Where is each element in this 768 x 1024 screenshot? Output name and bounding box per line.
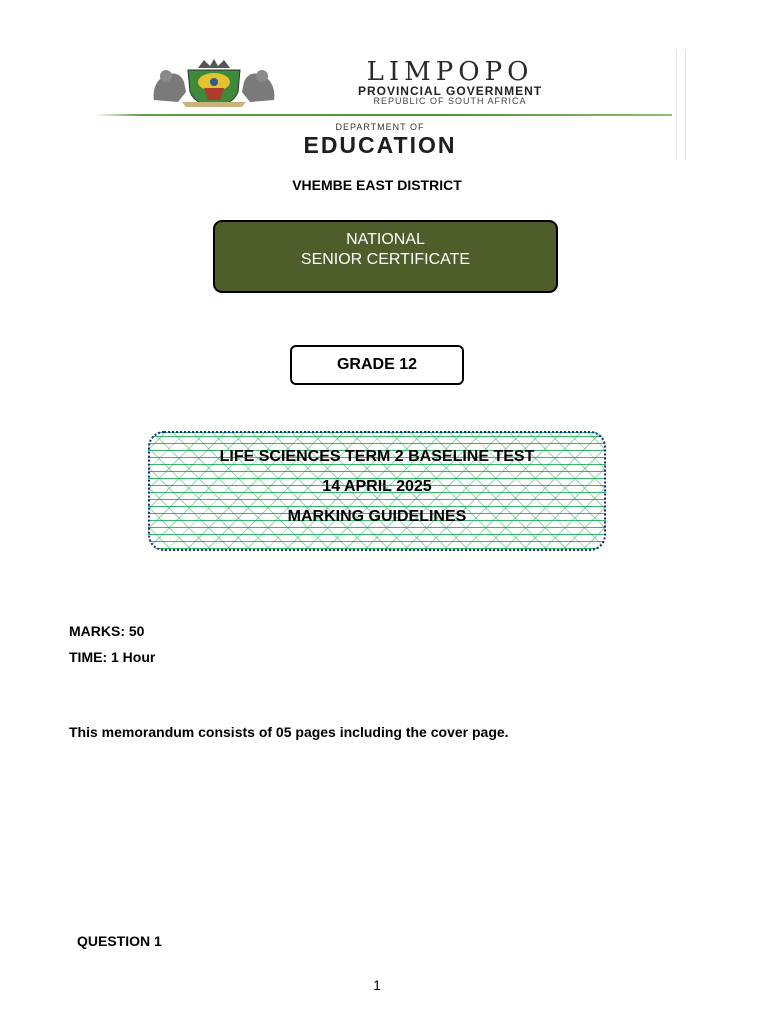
letterhead-divider [94, 114, 672, 116]
question-heading: QUESTION 1 [77, 933, 162, 949]
district-name: VHEMBE EAST DISTRICT [292, 177, 462, 193]
memorandum-note: This memorandum consists of 05 pages including the cover page. [69, 724, 509, 740]
certificate-line-2: SENIOR CERTIFICATE [300, 251, 471, 268]
total-marks: MARKS: 50 [69, 623, 145, 639]
department-name: EDUCATION [303, 132, 457, 158]
coat-of-arms-icon [148, 58, 280, 108]
page-border-decoration [676, 50, 686, 160]
certificate-banner [213, 220, 558, 293]
time-allowed: TIME: 1 Hour [69, 649, 156, 665]
test-date: 14 APRIL 2025 [322, 478, 432, 495]
test-type: MARKING GUIDELINES [287, 508, 467, 525]
letterhead [90, 50, 690, 162]
page-number: 1 [373, 977, 381, 993]
test-title: LIFE SCIENCES TERM 2 BASELINE TEST [219, 448, 535, 465]
province-name: LIMPOPO [366, 57, 534, 87]
department-prefix: DEPARTMENT OF [335, 122, 425, 132]
grade-box: GRADE 12 [290, 345, 464, 385]
certificate-line-1: NATIONAL [346, 231, 425, 248]
republic-name: REPUBLIC OF SOUTH AFRICA [373, 96, 527, 106]
test-title-box [148, 431, 606, 551]
government-name: PROVINCIAL GOVERNMENT [357, 84, 543, 98]
